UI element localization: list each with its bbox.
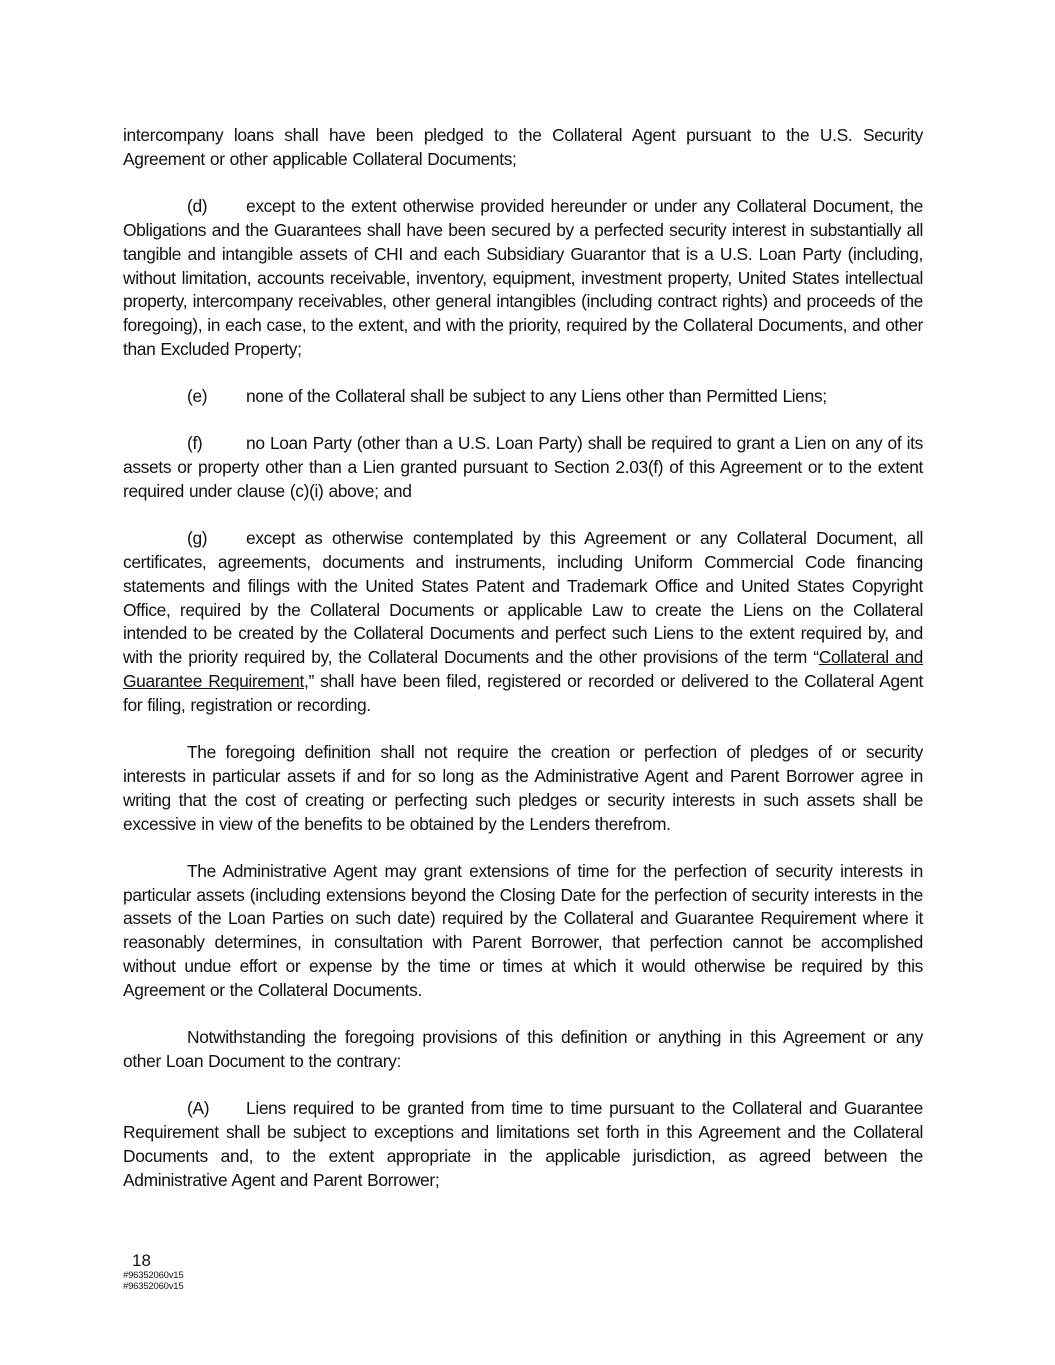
clause-label: (f): [187, 433, 203, 454]
clause-text: except to the extent otherwise provided hereunder or under any Collateral Document, the Obligations and the Guarantees shall have been secured by a perfected security interest in substantially all tangible and intangible assets of CHI and each Subsidiary Guarantor that is a U.S. Loan Party (including, without limitation, accounts receivable, inventory, equipment, investment property, United States intellectual property, intercompany receivables, other general intangibles (including contract rights) and proceeds of the foregoing), in each case, to the extent, and with the priority, required by the Collateral Documents, and other than Excluded Property;: [123, 195, 923, 360]
clause-f: [123, 432, 923, 504]
clause-d: [123, 195, 923, 362]
paragraph-admin-agent: [123, 860, 923, 1003]
paragraph-notwithstanding: [123, 1026, 923, 1074]
paragraph-text: Notwithstanding the foregoing provisions of this definition or anything in this Agreement or any other Loan Document to the contrary:: [123, 1027, 923, 1071]
page-footer: [123, 1251, 183, 1292]
clause-text: except as otherwise contemplated by this Agreement or any Collateral Document, all certificates, agreements, documents and instruments, including Uniform Commercial Code financing statements and filings with the United States Patent and Trademark Office and United States Copyright Office, required by the Collateral Documents or applicable Law to create the Liens on the Collateral intended to be created by the Collateral Documents and perfect such Liens to the extent required by, and with the priority required by, the Collateral Documents and the other provisions of the term “: [123, 527, 923, 668]
document-body: [123, 124, 923, 1216]
paragraph-foregoing: [123, 741, 923, 837]
clause-text: Liens required to be granted from time to time pursuant to the Collateral and Guarantee Requirement shall be subject to exceptions and limitations set forth in this Agreement and the Collateral Documents and, to the extent appropriate in the applicable jurisdiction, as agreed between the Administrative Agent and Parent Borrower;: [123, 1097, 923, 1190]
clause-label: (g): [187, 527, 208, 548]
clause-label: (e): [187, 386, 208, 407]
defined-term-underlined: Collateral and Guarantee Requirement,: [123, 647, 923, 692]
clause-label: (d): [187, 195, 208, 216]
clause-A: [123, 1097, 923, 1193]
clause-text: no Loan Party (other than a U.S. Loan Party) shall be required to grant a Lien on any of its assets or property other than a Lien granted pursuant to Section 2.03(f) of this Agreement or to the extent required under clause (c)(i) above; and: [123, 433, 923, 501]
paragraph-text: intercompany loans shall have been pledged to the Collateral Agent pursuant to the U.S. Security Agreement or other applicable Collateral Documents;: [123, 125, 923, 169]
paragraph-continuation: [123, 124, 923, 172]
document-id: #96352060v15: [123, 1281, 184, 1292]
paragraph-text: The foregoing definition shall not require the creation or perfection of pledges of or security interests in particular assets if and for so long as the Administrative Agent and Parent Borrower agree in writing that the cost of creating or perfecting such pledges or security interests in such assets shall be excessive in view of the benefits to be obtained by the Lenders therefrom.: [123, 742, 923, 834]
clause-label: (A): [187, 1097, 210, 1118]
clause-g: [123, 527, 923, 718]
document-id: #96352060v15: [123, 1270, 184, 1281]
clause-text: none of the Collateral shall be subject to any Liens other than Permitted Liens;: [246, 386, 827, 407]
clause-text-end: ” shall have been filed, registered or recorded or delivered to the Collateral Agent for filing, registration or recording.: [123, 671, 923, 716]
paragraph-text: The Administrative Agent may grant extensions of time for the perfection of security interests in particular assets (including extensions beyond the Closing Date for the perfection of security interests in the assets of the Loan Parties on such date) required by the Collateral and Guarantee Requirement where it reasonably determines, in consultation with Parent Borrower, that perfection cannot be accomplished without undue effort or expense by the time or times at which it would otherwise be required by this Agreement or the Collateral Documents.: [123, 860, 923, 1001]
clause-e: [123, 385, 923, 409]
page-number: 18: [132, 1251, 151, 1270]
